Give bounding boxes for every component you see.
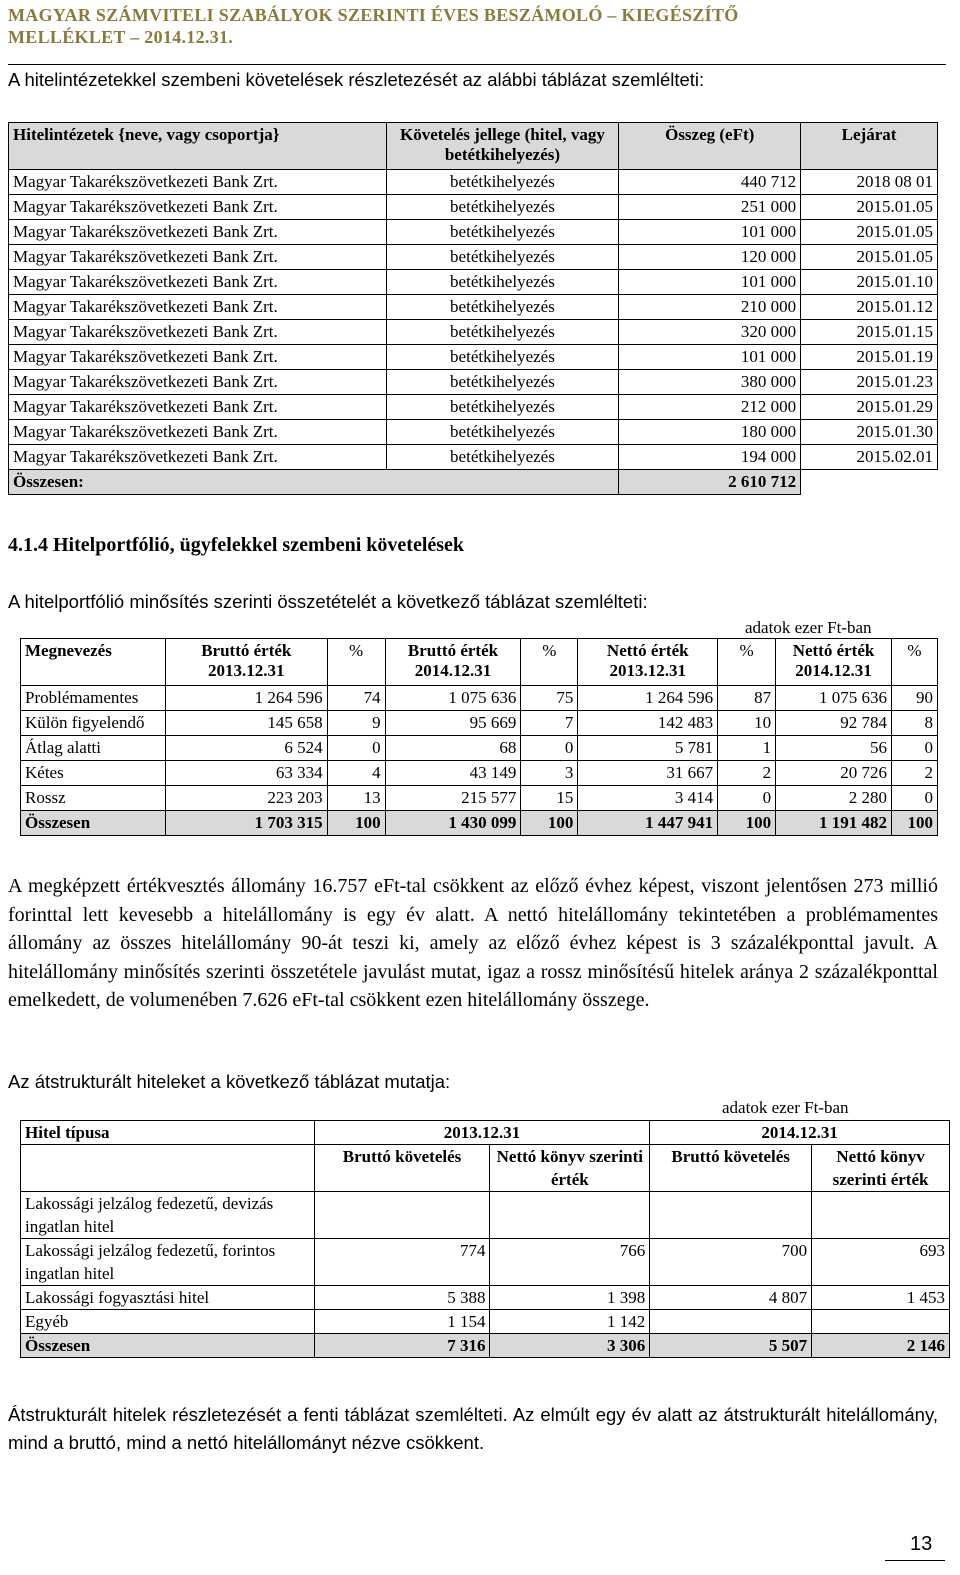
table-row — [9, 295, 938, 320]
table2-total-cell: 1 703 315 — [165, 811, 327, 836]
table3-cell: Lakossági fogyasztási hitel — [21, 1286, 315, 1310]
table2-total-row — [21, 811, 938, 836]
table1-cell: 320 000 — [619, 320, 801, 345]
table3-cell: 5 388 — [314, 1286, 490, 1310]
table2-cell: 0 — [521, 736, 578, 761]
table3-netto-header-2: Nettó könyv szerinti érték — [812, 1145, 950, 1192]
table2-cell: 10 — [718, 711, 776, 736]
table1-header-cell: Hitelintézetek {neve, vagy csoportja} — [9, 123, 387, 170]
header-divider — [8, 64, 946, 65]
table1-cell: Magyar Takarékszövetkezeti Bank Zrt. — [9, 395, 387, 420]
header-title-line2: MELLÉKLET – 2014.12.31. — [8, 27, 234, 47]
table2-cell: 223 203 — [165, 786, 327, 811]
table2-cell: 215 577 — [385, 786, 521, 811]
table-row — [21, 1239, 950, 1286]
table3-cell — [650, 1192, 812, 1239]
table1-total-value: 2 610 712 — [619, 470, 801, 495]
table3-total-cell: 7 316 — [314, 1334, 490, 1358]
table1-cell: Magyar Takarékszövetkezeti Bank Zrt. — [9, 295, 387, 320]
intro-paragraph-3: Az átstrukturált hiteleket a következő táblázat mutatja: — [8, 1071, 451, 1092]
table1-cell: 2015.01.19 — [801, 345, 938, 370]
table2-total-cell: Összesen — [21, 811, 166, 836]
table1-header-row — [9, 123, 938, 170]
table1-cell: 2015.01.10 — [801, 270, 938, 295]
table1-cell: 101 000 — [619, 220, 801, 245]
table2-cell: 13 — [327, 786, 385, 811]
table2-header-cell: % — [891, 639, 937, 686]
table2-cell: 43 149 — [385, 761, 521, 786]
table2-cell: 2 280 — [776, 786, 892, 811]
table-row — [9, 170, 938, 195]
table1-cell: 2015.01.29 — [801, 395, 938, 420]
table1-cell: 251 000 — [619, 195, 801, 220]
table3-cell: 1 398 — [490, 1286, 650, 1310]
table3-brutto-header-2: Bruttó követelés — [650, 1145, 812, 1192]
table2-header-cell: Nettó érték 2014.12.31 — [776, 639, 892, 686]
paragraph-restructured: Átstrukturált hitelek részletezését a fenti táblázat szemlélteti. Az elmúlt egy év alatt az átstrukturált hitelállomány, mind a bruttó, mind a nettó hitelállományt nézve csökkent. — [8, 1404, 938, 1453]
table1-cell: 180 000 — [619, 420, 801, 445]
table2-header-row — [21, 639, 938, 686]
table1-cell: betétkihelyezés — [386, 395, 619, 420]
table2-cell: 1 264 596 — [165, 686, 327, 711]
table1-cell: 2015.01.15 — [801, 320, 938, 345]
table2-header-cell: % — [521, 639, 578, 686]
table3-cell — [812, 1310, 950, 1334]
table3-total-cell: 5 507 — [650, 1334, 812, 1358]
table-row — [21, 1310, 950, 1334]
table1-cell: betétkihelyezés — [386, 170, 619, 195]
table-row — [21, 1192, 950, 1239]
table1-header-cell: Összeg (eFt) — [619, 123, 801, 170]
table3-total-row — [21, 1334, 950, 1358]
table1-cell: 2015.01.12 — [801, 295, 938, 320]
table1-cell: 2015.01.05 — [801, 220, 938, 245]
table1-cell: 440 712 — [619, 170, 801, 195]
table3-cell: Lakossági jelzálog fedezetű, forintos ingatlan hitel — [21, 1239, 315, 1286]
table1-cell: 2015.01.23 — [801, 370, 938, 395]
table3-cell: 766 — [490, 1239, 650, 1286]
restructured-loans-table — [20, 1120, 950, 1358]
table2-cell: 7 — [521, 711, 578, 736]
table2-header-cell: % — [327, 639, 385, 686]
table3-type-header: Hitel típusa — [21, 1121, 315, 1145]
table2-total-cell: 100 — [718, 811, 776, 836]
table1-cell: Magyar Takarékszövetkezeti Bank Zrt. — [9, 245, 387, 270]
table1-cell: betétkihelyezés — [386, 245, 619, 270]
table1-cell: 380 000 — [619, 370, 801, 395]
table2-total-cell: 1 191 482 — [776, 811, 892, 836]
table1-total-empty — [801, 470, 938, 495]
unit-note-1: adatok ezer Ft-ban — [745, 618, 872, 637]
table2-cell: Problémamentes — [21, 686, 166, 711]
table1-cell: 194 000 — [619, 445, 801, 470]
table2-cell: 75 — [521, 686, 578, 711]
table1-cell: betétkihelyezés — [386, 220, 619, 245]
table1-total-row — [9, 470, 938, 495]
table2-cell: 1 — [718, 736, 776, 761]
table1-total-label: Összesen: — [9, 470, 619, 495]
table3-cell — [812, 1192, 950, 1239]
table2-cell: 8 — [891, 711, 937, 736]
table-row — [21, 786, 938, 811]
table2-cell: 56 — [776, 736, 892, 761]
table2-total-cell: 1 430 099 — [385, 811, 521, 836]
table3-cell: 1 453 — [812, 1286, 950, 1310]
table2-header-cell: Bruttó érték 2013.12.31 — [165, 639, 327, 686]
table2-header-cell: Megnevezés — [21, 639, 166, 686]
table2-cell: 0 — [891, 736, 937, 761]
table2-total-cell: 100 — [327, 811, 385, 836]
table2-cell: 31 667 — [578, 761, 718, 786]
document-header — [8, 4, 948, 48]
table2-header-cell: % — [718, 639, 776, 686]
table-row — [9, 445, 938, 470]
table1-cell: betétkihelyezés — [386, 370, 619, 395]
section-heading: 4.1.4 Hitelportfólió, ügyfelekkel szembeni követelések — [8, 534, 465, 556]
table2-cell: 90 — [891, 686, 937, 711]
table-row — [21, 761, 938, 786]
table2-cell: 3 — [521, 761, 578, 786]
table2-cell: 15 — [521, 786, 578, 811]
table2-cell: 63 334 — [165, 761, 327, 786]
table2-total-cell: 100 — [891, 811, 937, 836]
table1-cell: Magyar Takarékszövetkezeti Bank Zrt. — [9, 420, 387, 445]
table1-cell: 101 000 — [619, 345, 801, 370]
table1-cell: Magyar Takarékszövetkezeti Bank Zrt. — [9, 195, 387, 220]
table1-cell: betétkihelyezés — [386, 420, 619, 445]
table1-cell: Magyar Takarékszövetkezeti Bank Zrt. — [9, 445, 387, 470]
table1-cell: betétkihelyezés — [386, 195, 619, 220]
table3-cell — [490, 1192, 650, 1239]
table1-cell: betétkihelyezés — [386, 320, 619, 345]
table2-cell: 5 781 — [578, 736, 718, 761]
table-row — [21, 736, 938, 761]
table3-cell — [314, 1192, 490, 1239]
table-row — [9, 345, 938, 370]
header-title-line1: MAGYAR SZÁMVITELI SZABÁLYOK SZERINTI ÉVES BESZÁMOLÓ – KIEGÉSZÍTŐ — [8, 5, 739, 25]
table3-cell: 4 807 — [650, 1286, 812, 1310]
table1-cell: 2015.01.05 — [801, 195, 938, 220]
table3-total-cell: 2 146 — [812, 1334, 950, 1358]
table-row — [9, 420, 938, 445]
table2-cell: 1 075 636 — [385, 686, 521, 711]
page-number: 13 — [910, 1533, 933, 1555]
table1-cell: Magyar Takarékszövetkezeti Bank Zrt. — [9, 170, 387, 195]
paragraph-impairment: A megképzett értékvesztés állomány 16.757 eFt-tal csökkent az előző évhez képest, viszont jelentősen 273 millió forinttal lett kevesebb a hitelállomány is egy év alatt. A nettó hitelállomány tekintetében a problémamentes állomány az összes hitelállomány 90-át teszi ki, amely az előző évhez képest is 3 százalékponttal javult. A hitelállomány minősítés szerinti összetétele javulást mutat, igaz a rossz minősítésű hitelek aránya 2 százalékponttal emelkedett, de volumenében 7.626 eFt-tal csökkent ezen hitelállomány összege. — [8, 875, 938, 1011]
table-row — [9, 220, 938, 245]
table2-total-cell: 100 — [521, 811, 578, 836]
table1-cell: 2015.01.30 — [801, 420, 938, 445]
table2-cell: 6 524 — [165, 736, 327, 761]
table3-year1-header: 2013.12.31 — [314, 1121, 650, 1145]
table3-netto-header-1: Nettó könyv szerinti érték — [490, 1145, 650, 1192]
loan-portfolio-table — [20, 638, 938, 836]
table2-cell: Átlag alatti — [21, 736, 166, 761]
intro-paragraph-1: A hitelintézetekkel szembeni követelések részletezését az alábbi táblázat szemlélteti: — [8, 69, 705, 90]
table-row — [21, 1286, 950, 1310]
footer-divider — [885, 1560, 945, 1561]
table2-cell: 2 — [718, 761, 776, 786]
credit-institutions-table — [8, 122, 938, 495]
table2-cell: 0 — [718, 786, 776, 811]
table3-header-row — [21, 1121, 950, 1145]
table1-cell: 2015.01.05 — [801, 245, 938, 270]
table1-cell: Magyar Takarékszövetkezeti Bank Zrt. — [9, 345, 387, 370]
table2-total-cell: 1 447 941 — [578, 811, 718, 836]
table3-subheader-row — [21, 1145, 950, 1192]
table3-cell: 1 154 — [314, 1310, 490, 1334]
table2-cell: 1 075 636 — [776, 686, 892, 711]
table1-cell: 120 000 — [619, 245, 801, 270]
table-row — [9, 370, 938, 395]
table3-cell — [650, 1310, 812, 1334]
table2-cell: 68 — [385, 736, 521, 761]
table3-brutto-header-1: Bruttó követelés — [314, 1145, 490, 1192]
table3-cell: Lakossági jelzálog fedezetű, devizás ingatlan hitel — [21, 1192, 315, 1239]
unit-note-2: adatok ezer Ft-ban — [722, 1098, 849, 1117]
table2-cell: 9 — [327, 711, 385, 736]
table1-header-cell: Követelés jellege (hitel, vagy betétkihelyezés) — [386, 123, 619, 170]
table-row — [21, 686, 938, 711]
table1-cell: 2015.02.01 — [801, 445, 938, 470]
table2-cell: Rossz — [21, 786, 166, 811]
table2-cell: 145 658 — [165, 711, 327, 736]
table2-cell: 20 726 — [776, 761, 892, 786]
table2-cell: 142 483 — [578, 711, 718, 736]
table3-total-cell: Összesen — [21, 1334, 315, 1358]
table3-cell: 700 — [650, 1239, 812, 1286]
table1-cell: 212 000 — [619, 395, 801, 420]
table2-header-cell: Nettó érték 2013.12.31 — [578, 639, 718, 686]
table-row — [21, 711, 938, 736]
table1-cell: Magyar Takarékszövetkezeti Bank Zrt. — [9, 220, 387, 245]
table1-cell: Magyar Takarékszövetkezeti Bank Zrt. — [9, 370, 387, 395]
table1-cell: Magyar Takarékszövetkezeti Bank Zrt. — [9, 320, 387, 345]
table3-total-cell: 3 306 — [490, 1334, 650, 1358]
table3-cell: Egyéb — [21, 1310, 315, 1334]
table2-cell: 0 — [327, 736, 385, 761]
table2-cell: 92 784 — [776, 711, 892, 736]
table1-cell: betétkihelyezés — [386, 270, 619, 295]
table1-cell: 2018 08 01 — [801, 170, 938, 195]
table1-cell: 210 000 — [619, 295, 801, 320]
table1-cell: 101 000 — [619, 270, 801, 295]
table2-cell: Külön figyelendő — [21, 711, 166, 736]
table2-cell: 1 264 596 — [578, 686, 718, 711]
table2-cell: 74 — [327, 686, 385, 711]
table-row — [9, 245, 938, 270]
intro-paragraph-2: A hitelportfólió minősítés szerinti összetételét a következő táblázat szemlélteti: — [8, 591, 648, 612]
table2-header-cell: Bruttó érték 2014.12.31 — [385, 639, 521, 686]
table2-cell: 87 — [718, 686, 776, 711]
table-row — [9, 395, 938, 420]
table1-cell: betétkihelyezés — [386, 445, 619, 470]
table1-cell: betétkihelyezés — [386, 345, 619, 370]
table2-cell: Kétes — [21, 761, 166, 786]
table3-cell: 693 — [812, 1239, 950, 1286]
table-row — [9, 195, 938, 220]
table-row — [9, 320, 938, 345]
table3-year2-header: 2014.12.31 — [650, 1121, 950, 1145]
table1-cell: Magyar Takarékszövetkezeti Bank Zrt. — [9, 270, 387, 295]
table3-cell: 774 — [314, 1239, 490, 1286]
table2-cell: 95 669 — [385, 711, 521, 736]
table-row — [9, 270, 938, 295]
table2-cell: 0 — [891, 786, 937, 811]
table1-cell: betétkihelyezés — [386, 295, 619, 320]
table2-cell: 4 — [327, 761, 385, 786]
table2-cell: 2 — [891, 761, 937, 786]
table3-cell: 1 142 — [490, 1310, 650, 1334]
table2-cell: 3 414 — [578, 786, 718, 811]
table1-header-cell: Lejárat — [801, 123, 938, 170]
